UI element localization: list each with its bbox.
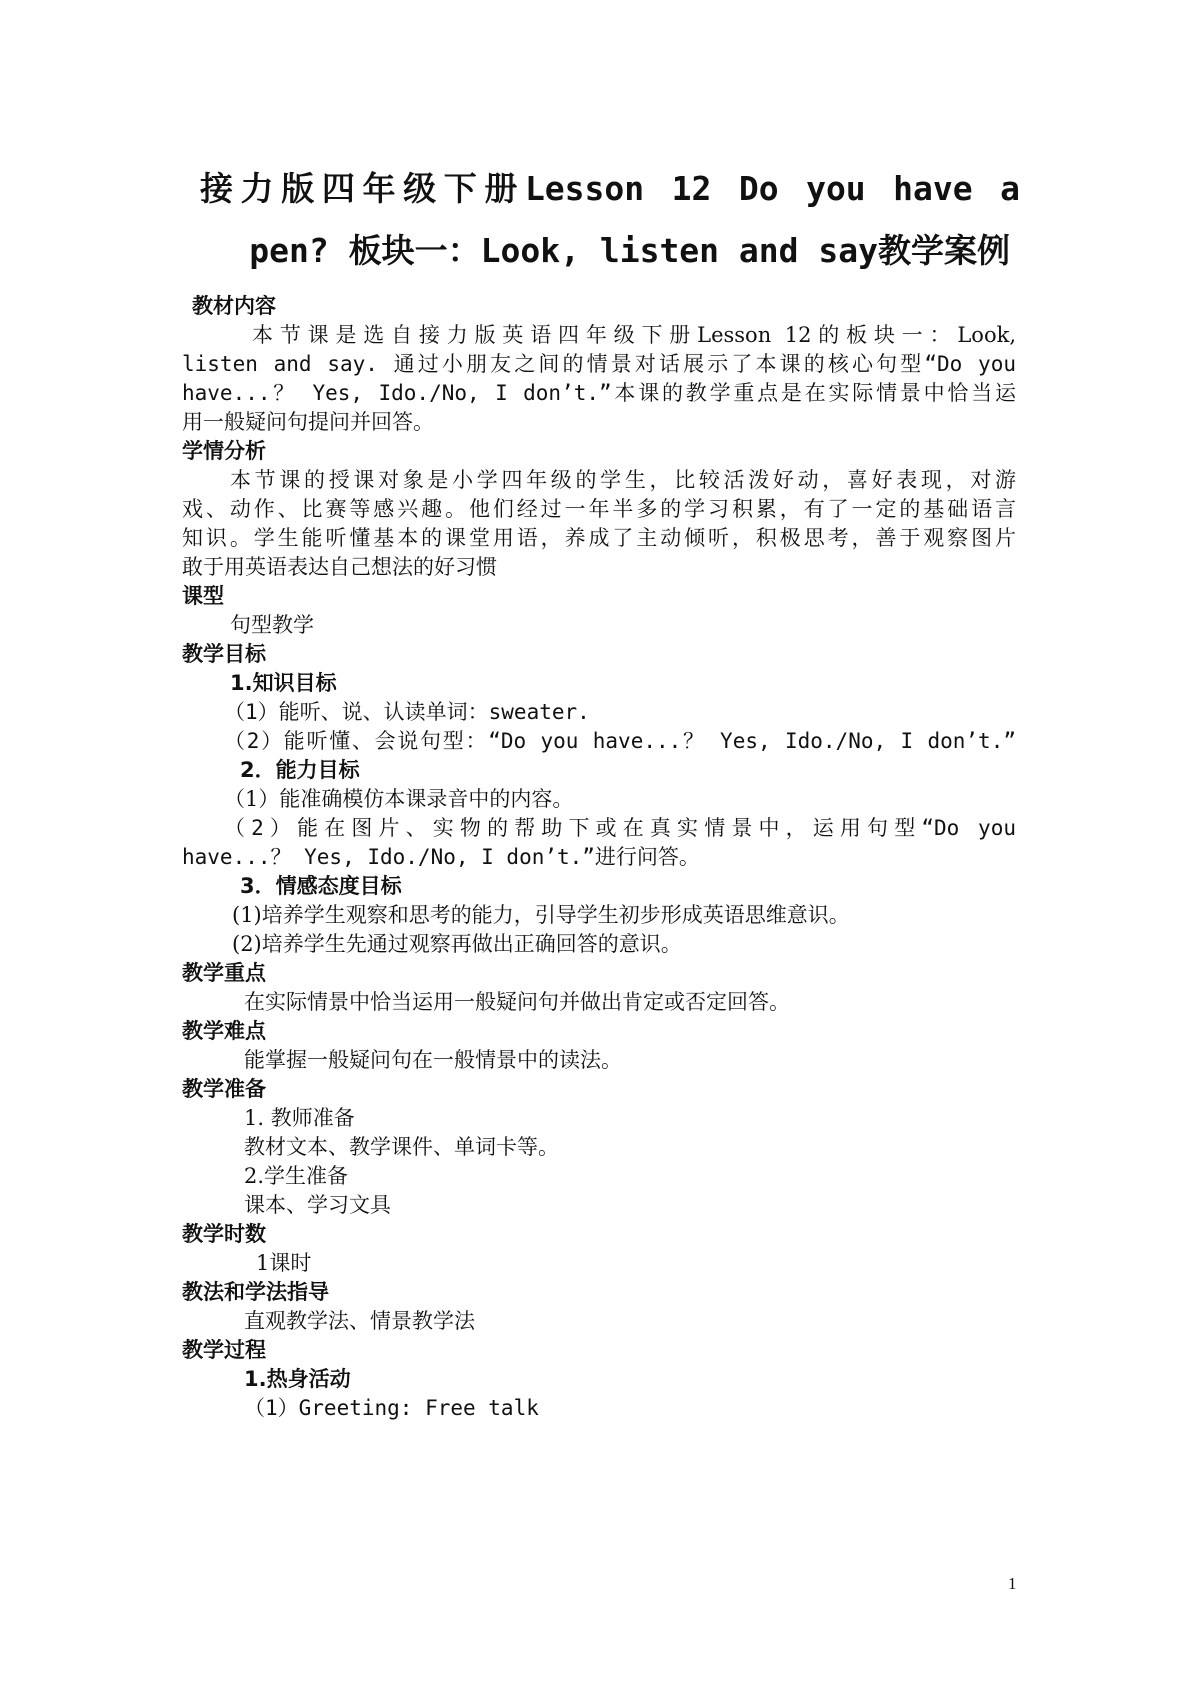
students-line-4: 敢于用英语表达自己想法的好习惯: [182, 555, 497, 579]
preparation-teacher-items: 教材文本、教学课件、单词卡等。: [244, 1135, 559, 1159]
objective-emotion-item-1: (1)培养学生观察和思考的能力，引导学生初步形成英语思维意识。: [232, 903, 850, 927]
section-heading-key-point: 教学重点: [182, 961, 266, 985]
process-step1-item: （1）Greeting: Free talk: [244, 1396, 539, 1420]
section-heading-process: 教学过程: [182, 1338, 266, 1362]
hours-text: 1课时: [256, 1251, 312, 1275]
preparation-teacher-title: 1. 教师准备: [244, 1106, 355, 1130]
section-heading-objectives: 教学目标: [182, 642, 266, 666]
lesson-type-text: 句型教学: [230, 613, 314, 637]
preparation-student-items: 课本、学习文具: [244, 1193, 391, 1217]
students-line-1: 本节课的授课对象是小学四年级的学生，比较活泼好动，喜好表现，对游: [230, 468, 1016, 492]
materials-line-3: have...？ Yes, Ido./No, I don’t.”本课的教学重点是在实际情景中恰当运: [182, 381, 1016, 405]
materials-line-2: listen and say. 通过小朋友之间的情景对话展示了本课的核心句型“Do you: [182, 352, 1016, 376]
section-heading-preparation: 教学准备: [182, 1077, 266, 1101]
document-title-line-2: pen? 板块一：Look, listen and say教学案例: [249, 231, 1010, 270]
materials-line-1: 本节课是选自接力版英语四年级下册Lesson 12的板块一：Look,: [252, 323, 1016, 347]
objective-emotion-item-2: (2)培养学生先通过观察再做出正确回答的意识。: [232, 932, 682, 956]
objective-ability-title: 2．能力目标: [240, 758, 360, 782]
difficulty-text: 能掌握一般疑问句在一般情景中的读法。: [244, 1048, 622, 1072]
objective-knowledge-item-1: （1）能听、说、认读单词：sweater.: [224, 700, 590, 724]
key-point-text: 在实际情景中恰当运用一般疑问句并做出肯定或否定回答。: [244, 990, 790, 1014]
document-title-line-1: 接力版四年级下册Lesson 12 Do you have a: [200, 169, 1020, 208]
objective-emotion-title: 3．情感态度目标: [240, 874, 402, 898]
process-step1-title: 1.热身活动: [244, 1367, 351, 1391]
objective-ability-item-2: （2）能在图片、实物的帮助下或在真实情景中，运用句型“Do you: [224, 816, 1016, 840]
section-heading-materials: 教材内容: [192, 294, 276, 318]
preparation-student-title: 2.学生准备: [244, 1164, 349, 1188]
section-heading-difficulty: 教学难点: [182, 1019, 266, 1043]
page-number: 1: [1008, 1574, 1017, 1593]
section-heading-methods: 教法和学法指导: [182, 1280, 329, 1304]
objective-ability-item-3: have...？ Yes, Ido./No, I don’t.”进行问答。: [182, 845, 700, 869]
section-heading-lesson-type: 课型: [182, 584, 224, 608]
students-line-2: 戏、动作、比赛等感兴趣。他们经过一年半多的学习积累，有了一定的基础语言: [182, 497, 1016, 521]
section-heading-hours: 教学时数: [182, 1222, 266, 1246]
objective-ability-item-1: （1）能准确模仿本课录音中的内容。: [224, 787, 574, 811]
section-heading-students: 学情分析: [182, 439, 266, 463]
materials-line-4: 用一般疑问句提问并回答。: [182, 410, 434, 434]
methods-text: 直观教学法、情景教学法: [244, 1309, 475, 1333]
objective-knowledge-item-2: （2）能听懂、会说句型：“Do you have...？ Yes, Ido./No, I don’t.”: [224, 729, 1016, 753]
students-line-3: 知识。学生能听懂基本的课堂用语，养成了主动倾听，积极思考，善于观察图片: [182, 526, 1016, 550]
objective-knowledge-title: 1.知识目标: [230, 671, 337, 695]
